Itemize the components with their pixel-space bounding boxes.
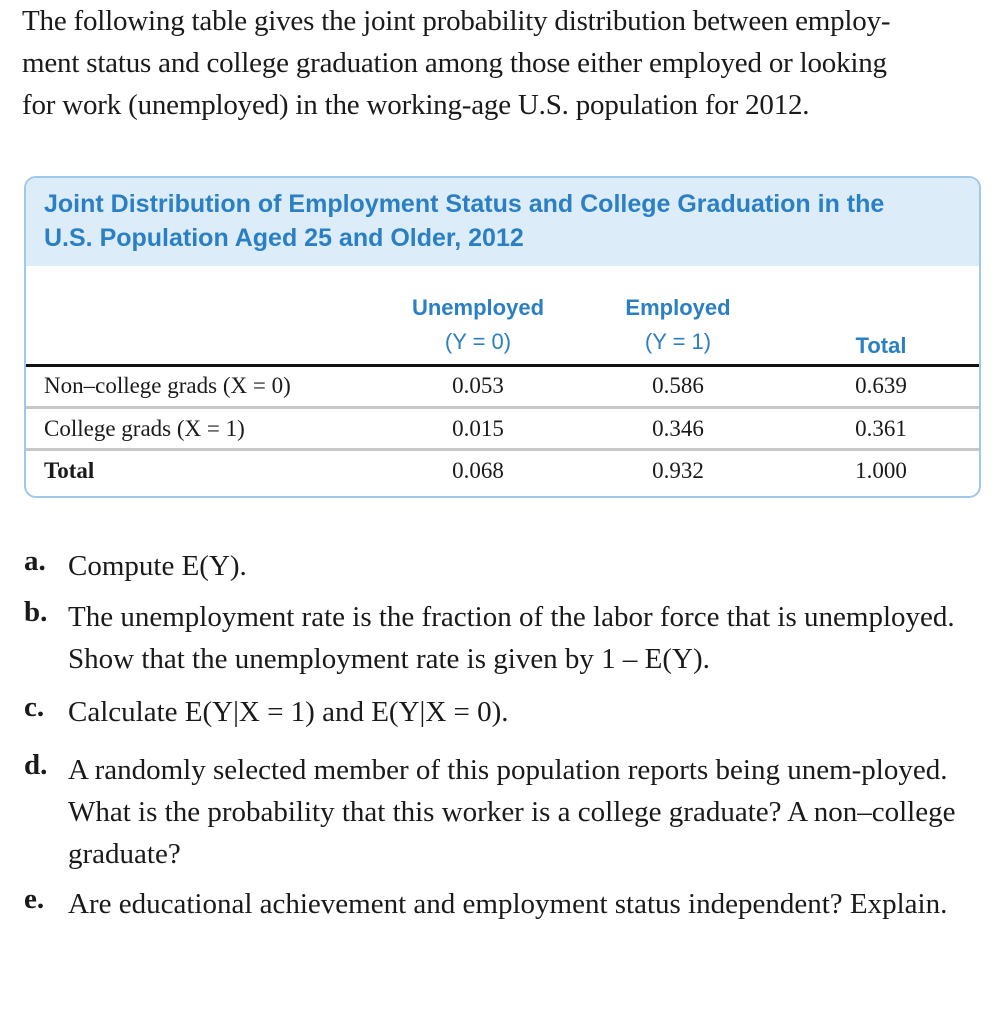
header-rule — [26, 364, 979, 367]
table-cell: 0.015 — [452, 416, 504, 441]
row-label-total: Total — [44, 458, 95, 483]
question-letter: d. — [24, 749, 48, 781]
column-header-unemployed: Unemployed (Y = 0) — [411, 295, 545, 354]
question-letter: b. — [24, 596, 48, 628]
question-letter: c. — [24, 691, 45, 723]
question-letter: a. — [24, 545, 46, 577]
row-divider — [26, 406, 979, 409]
row-divider — [26, 448, 979, 451]
intro-line: for work (unemployed) in the working-age U.S. population for 2012. — [22, 89, 810, 121]
table-cell: 1.000 — [855, 458, 907, 483]
question-text: Calculate E(Y|X = 1) and E(Y|X = 0). — [68, 696, 509, 728]
intro-line: ment status and college graduation among those either employed or looking — [22, 47, 887, 79]
joint-distribution-table — [24, 176, 981, 498]
table-cell: 0.346 — [652, 416, 704, 441]
column-header-total: Total — [855, 333, 907, 358]
table-cell: 0.586 — [652, 373, 704, 398]
question-text: The unemployment rate is the fraction of the labor force that is unemployed. Show that the unemployment rate is given by 1 – E(Y). — [68, 601, 955, 675]
intro-line: The following table gives the joint probability distribution between employ- — [22, 5, 891, 37]
table-cell: 0.068 — [452, 458, 504, 483]
table-cell: 0.361 — [855, 416, 907, 441]
table-cell: 0.639 — [855, 373, 907, 398]
question-text: Compute E(Y). — [68, 550, 247, 582]
question-letter: e. — [24, 883, 45, 915]
intro-paragraph — [22, 0, 987, 126]
table-cell: 0.932 — [652, 458, 704, 483]
caption-line: Joint Distribution of Employment Status and College Graduation in the — [44, 190, 885, 218]
table-caption — [26, 178, 979, 266]
column-header-employed: Employed (Y = 1) — [625, 295, 731, 354]
table-cell: 0.053 — [452, 373, 504, 398]
row-label-college: College grads (X = 1) — [44, 416, 245, 441]
question-text: Are educational achievement and employment status independent? Explain. — [68, 888, 948, 920]
caption-line: U.S. Population Aged 25 and Older, 2012 — [44, 224, 524, 252]
question-text: A randomly selected member of this population reports being unem-ployed. What is the probability that this worker is a college graduate? A non–college graduate? — [68, 754, 956, 870]
row-label-non-college: Non–college grads (X = 0) — [44, 373, 291, 398]
